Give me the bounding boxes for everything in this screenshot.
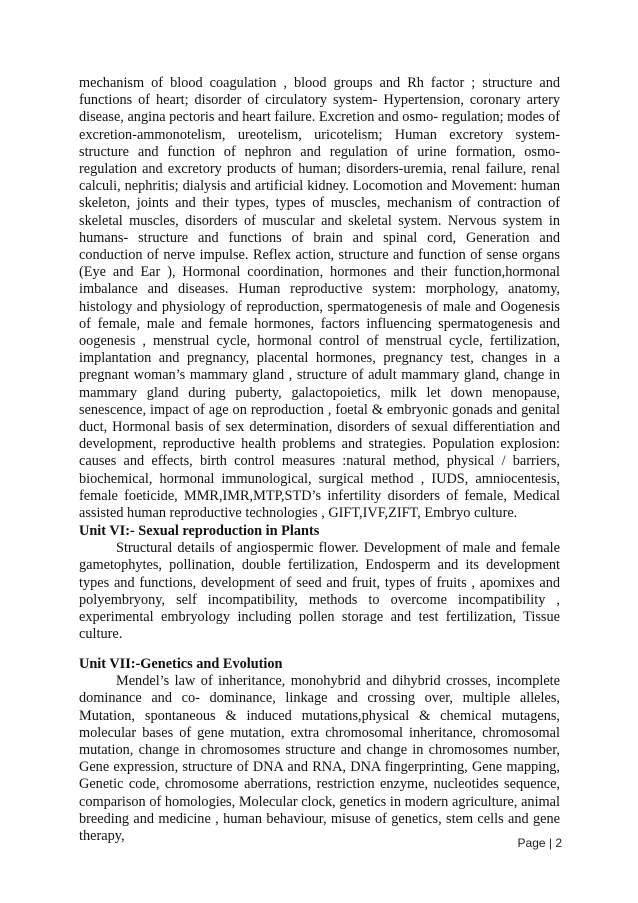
unit-vii-section — [79, 656, 560, 845]
unit-vi-heading: Unit VI:- Sexual reproduction in Plants — [79, 523, 320, 539]
page-number: Page | 2 — [517, 836, 562, 850]
continuation-section — [79, 75, 560, 522]
unit-vi-paragraph: Structural details of angiospermic flower. Development of male and female gametophytes, pollination, double fertilization, Endosperm and its development types and functions, development of seed and fruit, types of fruits , apomixes and polyembryony, self incompatibility, methods to overcome incompatibility , experimental embryology including pollen storage and test fertilization, Tissue culture. — [79, 540, 560, 643]
unit-vii-paragraph: Mendel’s law of inheritance, monohybrid and dihybrid crosses, incomplete dominance and co- dominance, linkage and crossing over, multiple alleles, Mutation, spontaneous & induced mutations,physical & chemical mutagens, molecular bases of gene mutation, extra chromosomal inheritance, chromosomal mutation, change in chromosomes structure and change in chromosomes number, Gene expression, structure of DNA and RNA, DNA fingerprinting, Gene mapping, Genetic code, chromosome aberrations, restriction enzyme, nucleotides sequence, comparison of homologies, Molecular clock, genetics in modern agriculture, animal breeding and medicine , human behaviour, misuse of genetics, stem cells and gene therapy, — [79, 673, 560, 845]
unit-vi-section — [79, 523, 560, 643]
unit-vii-heading: Unit VII:-Genetics and Evolution — [79, 656, 283, 672]
continuation-paragraph: mechanism of blood coagulation , blood groups and Rh factor ; structure and functions of heart; disorder of circulatory system- Hypertension, coronary artery disease, angina pectoris and heart failure. Excretion and osmo- regulation; modes of excretion-ammonotelism, ureotelism, uricotelism; Human excretory system- structure and function of nephron and regulation of urine formation, osmo-regulation and excretory products of human; disorders-uremia, renal failure, renal calculi, nephritis; dialysis and artificial kidney. Locomotion and Movement: human skeleton, joints and their types, types of muscles, mechanism of contraction of skeletal muscles, disorders of muscular and skeletal system. Nervous system in humans- structure and functions of brain and spinal cord, Generation and conduction of nerve impulse. Reflex action, structure and function of sense organs (Eye and Ear ), Hormonal coordination, hormones and their function,hormonal imbalance and diseases. Human reproductive system: morphology, anatomy, histology and physiology of reproduction, spermatogenesis of male and Oogenesis of female, male and female hormones, factors influencing spermatogenesis and oogenesis , menstrual cycle, hormonal control of menstrual cycle, fertilization, implantation and pregnancy, placental hormones, pregnancy test, changes in a pregnant woman’s mammary gland , structure of adult mammary gland, change in mammary gland during puberty, galactopoietics, milk let down menopause, senescence, impact of age on reproduction , foetal & embryonic gonads and genital duct, Hormonal basis of sex determination, disorders of sexual differentiation and development, reproductive health problems and strategies. Population explosion: causes and effects, birth control measures :natural method, physical / barriers, biochemical, hormonal immunological, surgical method , IUDS, amniocentesis, female foeticide, MMR,IMR,MTP,STD’s infertility disorders of female, Medical assisted human reproductive technologies , GIFT,IVF,ZIFT, Embryo culture. — [79, 75, 560, 522]
